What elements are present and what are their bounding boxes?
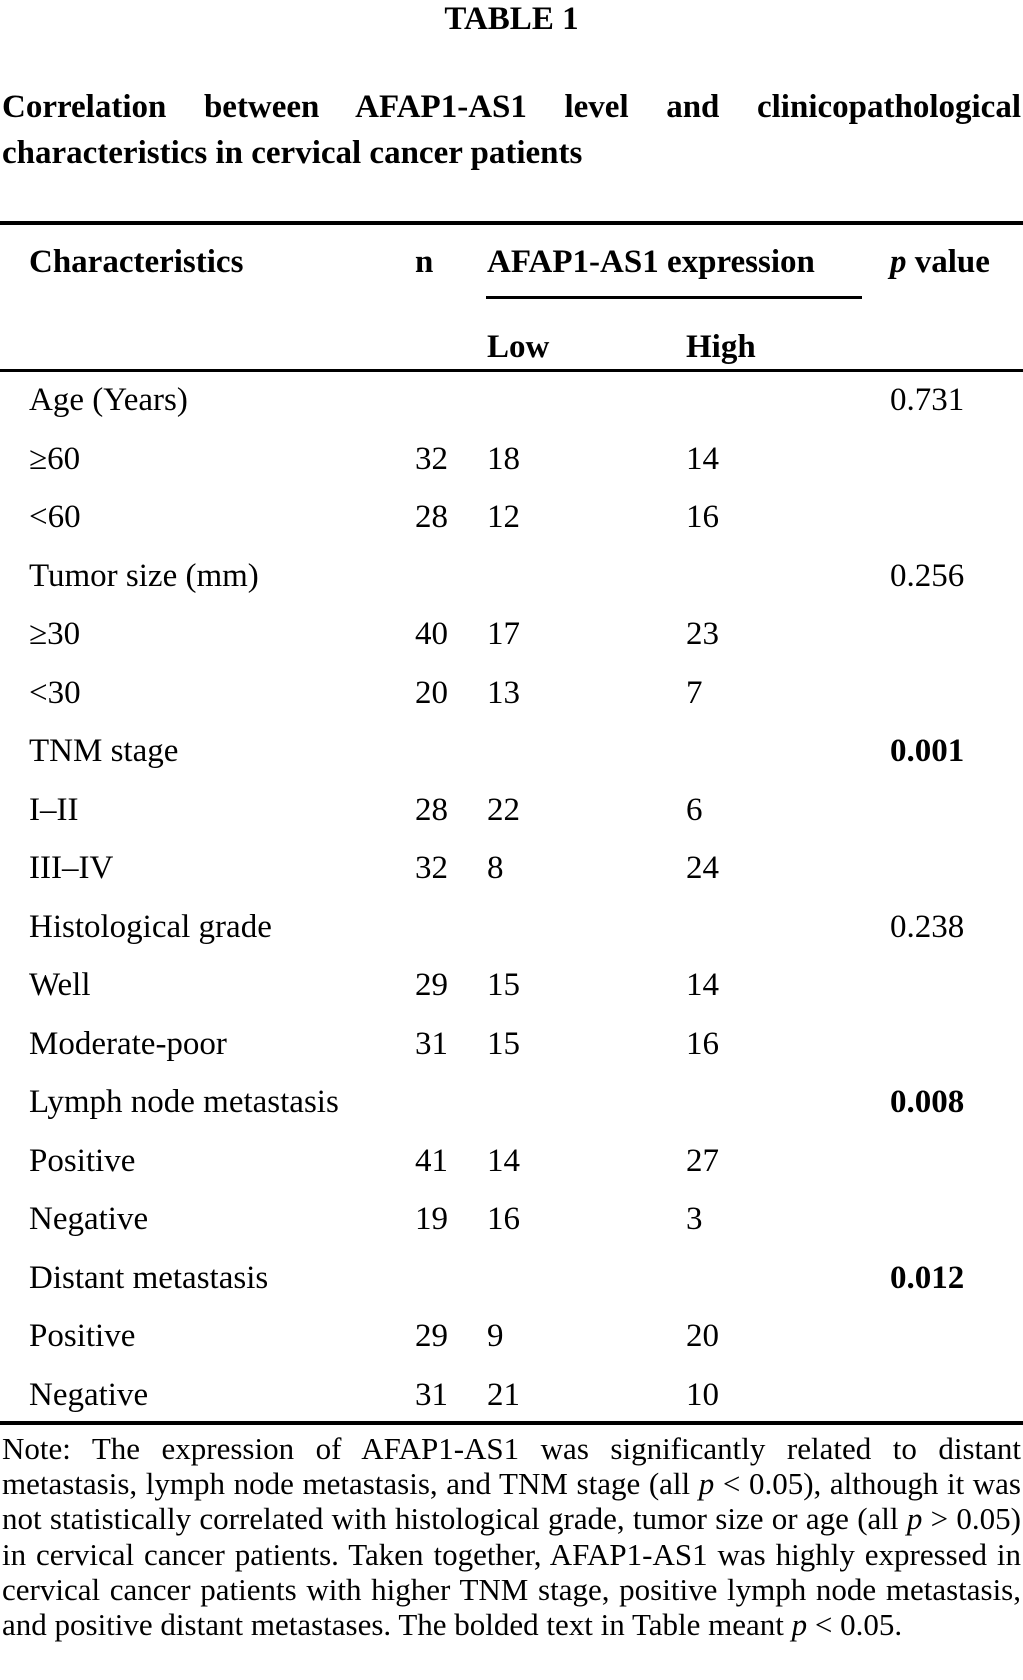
- italic-text-segment: p: [906, 1501, 923, 1537]
- row-label: Age (Years): [29, 382, 188, 418]
- cell-p-value: 0.731: [890, 382, 965, 418]
- cell-low-expression: 9: [487, 1318, 504, 1354]
- table-footnote: [2, 1431, 1021, 1642]
- cell-high-expression: 7: [686, 674, 703, 711]
- table-row: [0, 1073, 1023, 1132]
- text-segment: < 0.05.: [807, 1607, 903, 1643]
- table-caption: Correlation between AFAP1-AS1 level and clinicopathological characteristics in cervical cancer patients: [2, 89, 1021, 171]
- table-row: [0, 664, 1023, 723]
- cell-low-expression: 8: [487, 850, 504, 886]
- row-label: Distant metastasis: [29, 1259, 269, 1296]
- cell-n: 32: [415, 440, 448, 477]
- cell-low-expression: 14: [487, 1142, 520, 1179]
- cell-p-value: 0.256: [890, 557, 965, 594]
- cell-high-expression: 6: [686, 791, 703, 828]
- table-row: [0, 547, 1023, 606]
- cell-high-expression: 3: [686, 1201, 703, 1237]
- cell-high-expression: 16: [686, 499, 719, 535]
- table-row: [0, 781, 1023, 840]
- column-header-characteristics: Characteristics: [29, 244, 244, 280]
- cell-n: 29: [415, 967, 448, 1003]
- cell-n: 31: [415, 1025, 448, 1062]
- cell-n: 41: [415, 1142, 448, 1179]
- cell-high-expression: 24: [686, 850, 719, 886]
- cell-n: 31: [415, 1376, 448, 1413]
- table-row: [0, 898, 1023, 957]
- cell-n: 29: [415, 1318, 448, 1354]
- table-row: [0, 1190, 1023, 1249]
- table-body: [0, 371, 1023, 1424]
- table-row: [0, 488, 1023, 547]
- table-number-heading: TABLE 1: [444, 1, 579, 37]
- table-row: [0, 1015, 1023, 1074]
- row-label: Positive: [29, 1318, 136, 1354]
- table-row: [0, 430, 1023, 489]
- table-row: [0, 722, 1023, 781]
- row-label: Well: [29, 967, 91, 1003]
- row-label: Negative: [29, 1376, 149, 1413]
- cell-high-expression: 10: [686, 1376, 719, 1413]
- italic-text-segment: p: [890, 244, 907, 280]
- cell-low-expression: 16: [487, 1201, 520, 1237]
- row-label: <30: [29, 674, 81, 711]
- row-label: ≥30: [29, 616, 81, 652]
- column-header-n: n: [415, 244, 434, 280]
- row-label: Lymph node metastasis: [29, 1084, 339, 1120]
- cell-n: 32: [415, 850, 448, 886]
- expression-group-spanner-rule: [486, 296, 862, 299]
- row-label: TNM stage: [29, 733, 179, 769]
- row-label: Tumor size (mm): [29, 557, 259, 594]
- row-label: Histological grade: [29, 908, 272, 945]
- cell-p-value: 0.008: [890, 1084, 965, 1120]
- table-row: [0, 1366, 1023, 1425]
- table-bottom-rule: [0, 1421, 1023, 1425]
- subcolumn-header-low: Low: [487, 329, 550, 365]
- cell-p-value: 0.012: [890, 1259, 965, 1296]
- text-segment: > 0.05) in cervical cancer patients. Taken together, AFAP1-AS1 was highly expressed in cervical cancer patients with higher TNM stage, positive lymph node metastasis, and positive distant metastases. The bolded text in Table meant: [2, 1501, 1021, 1643]
- text-segment: Note: The expression of AFAP1-AS1 was significantly related to distant metastasis, lymph node metastasis, and TNM stage (all: [2, 1431, 1021, 1502]
- cell-high-expression: 23: [686, 616, 719, 652]
- column-header-expression-group: AFAP1-AS1 expression: [487, 244, 815, 280]
- cell-n: 28: [415, 499, 448, 535]
- row-label: ≥60: [29, 440, 81, 477]
- cell-high-expression: 20: [686, 1318, 719, 1354]
- table-row: [0, 371, 1023, 430]
- cell-low-expression: 21: [487, 1376, 520, 1413]
- row-label: III–IV: [29, 850, 114, 886]
- cell-n: 28: [415, 791, 448, 828]
- cell-p-value: 0.238: [890, 908, 965, 945]
- table-row: [0, 605, 1023, 664]
- italic-text-segment: p: [698, 1466, 715, 1502]
- cell-n: 40: [415, 616, 448, 652]
- cell-high-expression: 14: [686, 967, 719, 1003]
- cell-low-expression: 17: [487, 616, 520, 652]
- table-subheader-row: [0, 318, 1023, 376]
- table-row: [0, 839, 1023, 898]
- row-label: I–II: [29, 791, 79, 828]
- cell-low-expression: 18: [487, 440, 520, 477]
- cell-low-expression: 12: [487, 499, 520, 535]
- subcolumn-header-high: High: [686, 329, 756, 365]
- table-row: [0, 1132, 1023, 1191]
- table-row: [0, 1307, 1023, 1366]
- row-label: Moderate-poor: [29, 1025, 227, 1062]
- cell-low-expression: 15: [487, 967, 520, 1003]
- cell-high-expression: 16: [686, 1025, 719, 1062]
- italic-text-segment: p: [791, 1607, 808, 1643]
- row-label: <60: [29, 499, 81, 535]
- text-segment: < 0.05), although it was not statistically correlated with histological grade, tumor size or age (all: [2, 1466, 1021, 1537]
- row-label: Positive: [29, 1142, 136, 1179]
- cell-high-expression: 14: [686, 440, 719, 477]
- table-top-rule: [0, 221, 1023, 225]
- table-row: [0, 956, 1023, 1015]
- cell-high-expression: 27: [686, 1142, 719, 1179]
- text-segment: value: [906, 244, 990, 280]
- table-row: [0, 1249, 1023, 1308]
- cell-n: 20: [415, 674, 448, 711]
- table-header-row: [0, 233, 1023, 291]
- column-header-p-value: [890, 233, 990, 291]
- cell-low-expression: 13: [487, 674, 520, 711]
- cell-n: 19: [415, 1201, 448, 1237]
- cell-p-value: 0.001: [890, 733, 965, 769]
- cell-low-expression: 15: [487, 1025, 520, 1062]
- cell-low-expression: 22: [487, 791, 520, 828]
- row-label: Negative: [29, 1201, 149, 1237]
